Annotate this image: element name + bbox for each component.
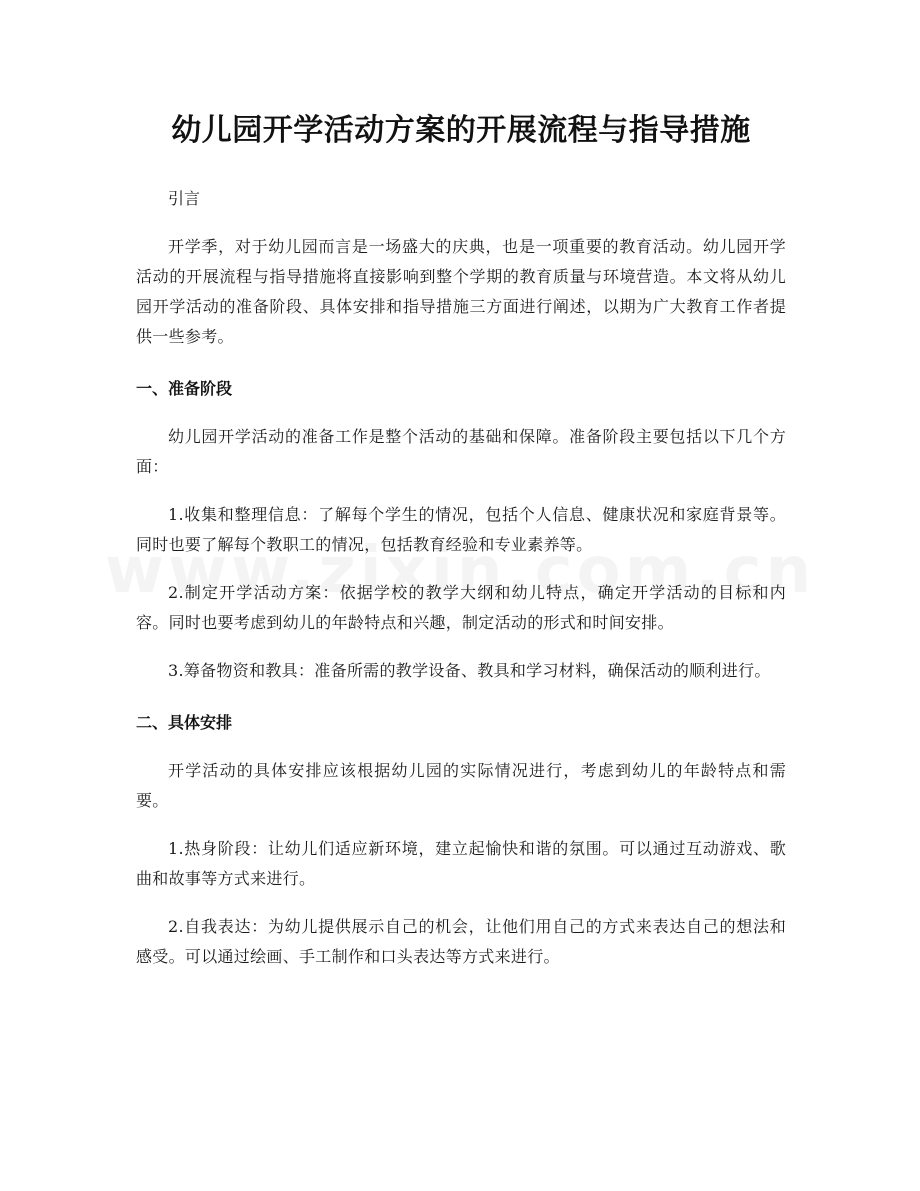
intro-label: 引言 bbox=[168, 189, 201, 208]
section-1-paragraph-4: 3.筹备物资和教具：准备所需的教学设备、教具和学习材料，确保活动的顺利进行。 bbox=[168, 661, 771, 680]
intro-paragraph: 开学季，对于幼儿园而言是一场盛大的庆典，也是一项重要的教育活动。幼儿园开学活动的开展流程与指导措施将直接影响到整个学期的教育质量与环境营造。本文将从幼儿园开学活动的准备阶段、具体安排和指导措施三方面进行阐述，以期为广大教育工作者提供一些参考。 bbox=[136, 237, 786, 346]
section-2-paragraph-2: 1.热身阶段：让幼儿们适应新环境，建立起愉快和谐的氛围。可以通过互动游戏、歌曲和故事等方式来进行。 bbox=[136, 839, 786, 888]
section-heading-arrangement: 二、具体安排 bbox=[136, 713, 233, 732]
section-1-paragraph-2: 1.收集和整理信息：了解每个学生的情况，包括个人信息、健康状况和家庭背景等。同时也要了解每个教职工的情况，包括教育经验和专业素养等。 bbox=[136, 505, 786, 554]
section-1-paragraph-3: 2.制定开学活动方案：依据学校的教学大纲和幼儿特点，确定开学活动的目标和内容。同时也要考虑到幼儿的年龄特点和兴趣，制定活动的形式和时间安排。 bbox=[136, 583, 786, 632]
section-2-paragraph-3: 2.自我表达：为幼儿提供展示自己的机会，让他们用自己的方式来表达自己的想法和感受。可以通过绘画、手工制作和口头表达等方式来进行。 bbox=[136, 917, 786, 966]
section-1-paragraph-1: 幼儿园开学活动的准备工作是整个活动的基础和保障。准备阶段主要包括以下几个方面： bbox=[136, 427, 786, 476]
section-heading-preparation: 一、准备阶段 bbox=[136, 379, 233, 398]
section-2-paragraph-1: 开学活动的具体安排应该根据幼儿园的实际情况进行，考虑到幼儿的年龄特点和需要。 bbox=[136, 761, 786, 810]
document-title: 幼儿园开学活动方案的开展流程与指导措施 bbox=[171, 113, 751, 148]
